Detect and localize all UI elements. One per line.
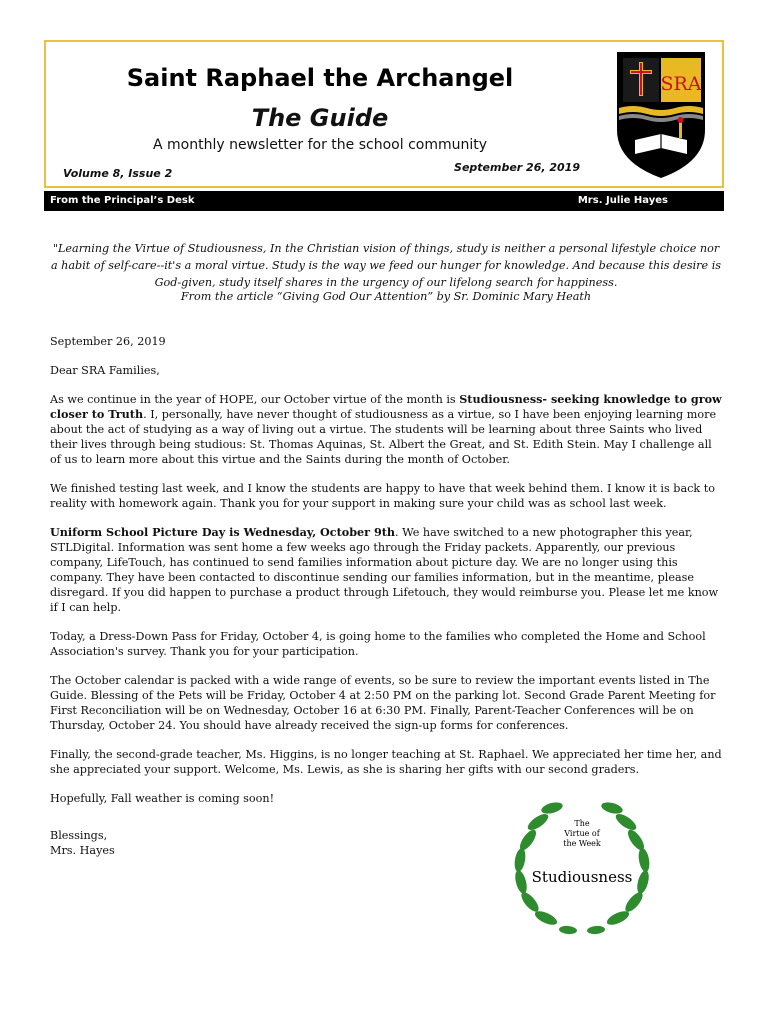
svg-text:Virtue of: Virtue of: [564, 829, 600, 838]
letter-paragraph: Today, a Dress-Down Pass for Friday, October 4, is going home to the families who completed the Home and School Association's survey. Thank you for your participation.: [50, 630, 706, 658]
newsletter-title: Saint Raphael the Archangel: [126, 64, 514, 92]
virtue-quote: "Learning the Virtue of Studiousness, In the Christian vision of things, study is neither a personal lifestyle choice nor a habit of self-care--it's a moral virtue. Study is the way we feed our hunger for knowledge. And because this desire is God-given, study itself shares in the urgency of our lifelong search for happiness.: [50, 242, 722, 289]
picture-day-highlight: Uniform School Picture Day is Wednesday, October 9th: [50, 525, 396, 539]
letter-paragraph: We finished testing last week, and I know the students are happy to have that week behind them. I know it is back to reality with homework again. Thank you for your support in making sure your child was as school last week.: [50, 482, 715, 510]
letter-paragraph: Hopefully, Fall weather is coming soon!: [50, 792, 275, 805]
volume-issue: Volume 8, Issue 2: [63, 167, 173, 180]
newsletter-tagline: A monthly newsletter for the school community: [152, 137, 488, 153]
signature: Mrs. Hayes: [50, 844, 115, 857]
svg-text:The: The: [574, 819, 590, 828]
svg-text:Studiousness: Studiousness: [531, 868, 633, 886]
svg-text:SRA: SRA: [660, 73, 702, 95]
author-name: Mrs. Julie Hayes: [577, 195, 668, 206]
virtue-highlight: Studiousness- seeking knowledge to grow closer to Truth: [50, 392, 722, 421]
letter-paragraph: [50, 392, 722, 467]
quote-attribution: From the article “Giving God Our Attention” by Sr. Dominic Mary Heath: [180, 290, 592, 303]
paragraph-text: . I, personally, have never thought of studiousness as a virtue, so I have been enjoying learning more about the act of studying as a way of living out a virtue. The students will be learning about three Saints who lived their lives through being studious: St. Thomas Aquinas, St. Albert the Great, and St. Edith Stein. May I challenge all of us to learn more about this virtue and the Saints during the month of October.: [50, 408, 717, 466]
school-crest-logo: [613, 50, 709, 180]
letter-greeting: Dear SRA Families,: [50, 364, 160, 377]
section-title: From the Principal’s Desk: [50, 195, 195, 206]
letter-paragraph: The October calendar is packed with a wide range of events, so be sure to review the important events listed in The Guide. Blessing of the Pets will be Friday, October 4 at 2:50 PM on the parking lot. Second Grade Parent Meeting for First Reconciliation will be on Wednesday, October 16 at 6:30 PM. Finally, Parent-Teacher Conferences will be on Thursday, October 24. You should have already received the sign-up forms for conferences.: [50, 674, 716, 732]
letter-date: September 26, 2019: [50, 335, 166, 348]
svg-text:the Week: the Week: [563, 839, 601, 848]
closing: Blessings,: [50, 829, 108, 842]
letter-paragraph: Finally, the second-grade teacher, Ms. Higgins, is no longer teaching at St. Raphael. We appreciated her time her, and she appreciated your support. Welcome, Ms. Lewis, as she is sharing her gifts with our second graders.: [50, 748, 722, 776]
letter-paragraph: [50, 525, 722, 615]
newsletter-name: The Guide: [251, 104, 389, 132]
paragraph-text: As we continue in the year of HOPE, our October virtue of the month is: [50, 393, 460, 406]
virtue-of-the-week-wreath: [508, 792, 656, 942]
issue-date: September 26, 2019: [454, 161, 580, 174]
section-header-bar: [44, 191, 724, 211]
paragraph-text: . We have switched to a new photographer this year, STLDigital. Information was sent home a few weeks ago through the Friday packets. Apparently, our previous company, LifeTouch, has continued to send families information about picture day. We are no longer using this company. They have been contacted to discontinue sending our families information, but in the meantime, please disregard. If you did happen to purchase a product through Lifetouch, they would reimburse you. Please let me know if I can help.: [50, 526, 719, 614]
